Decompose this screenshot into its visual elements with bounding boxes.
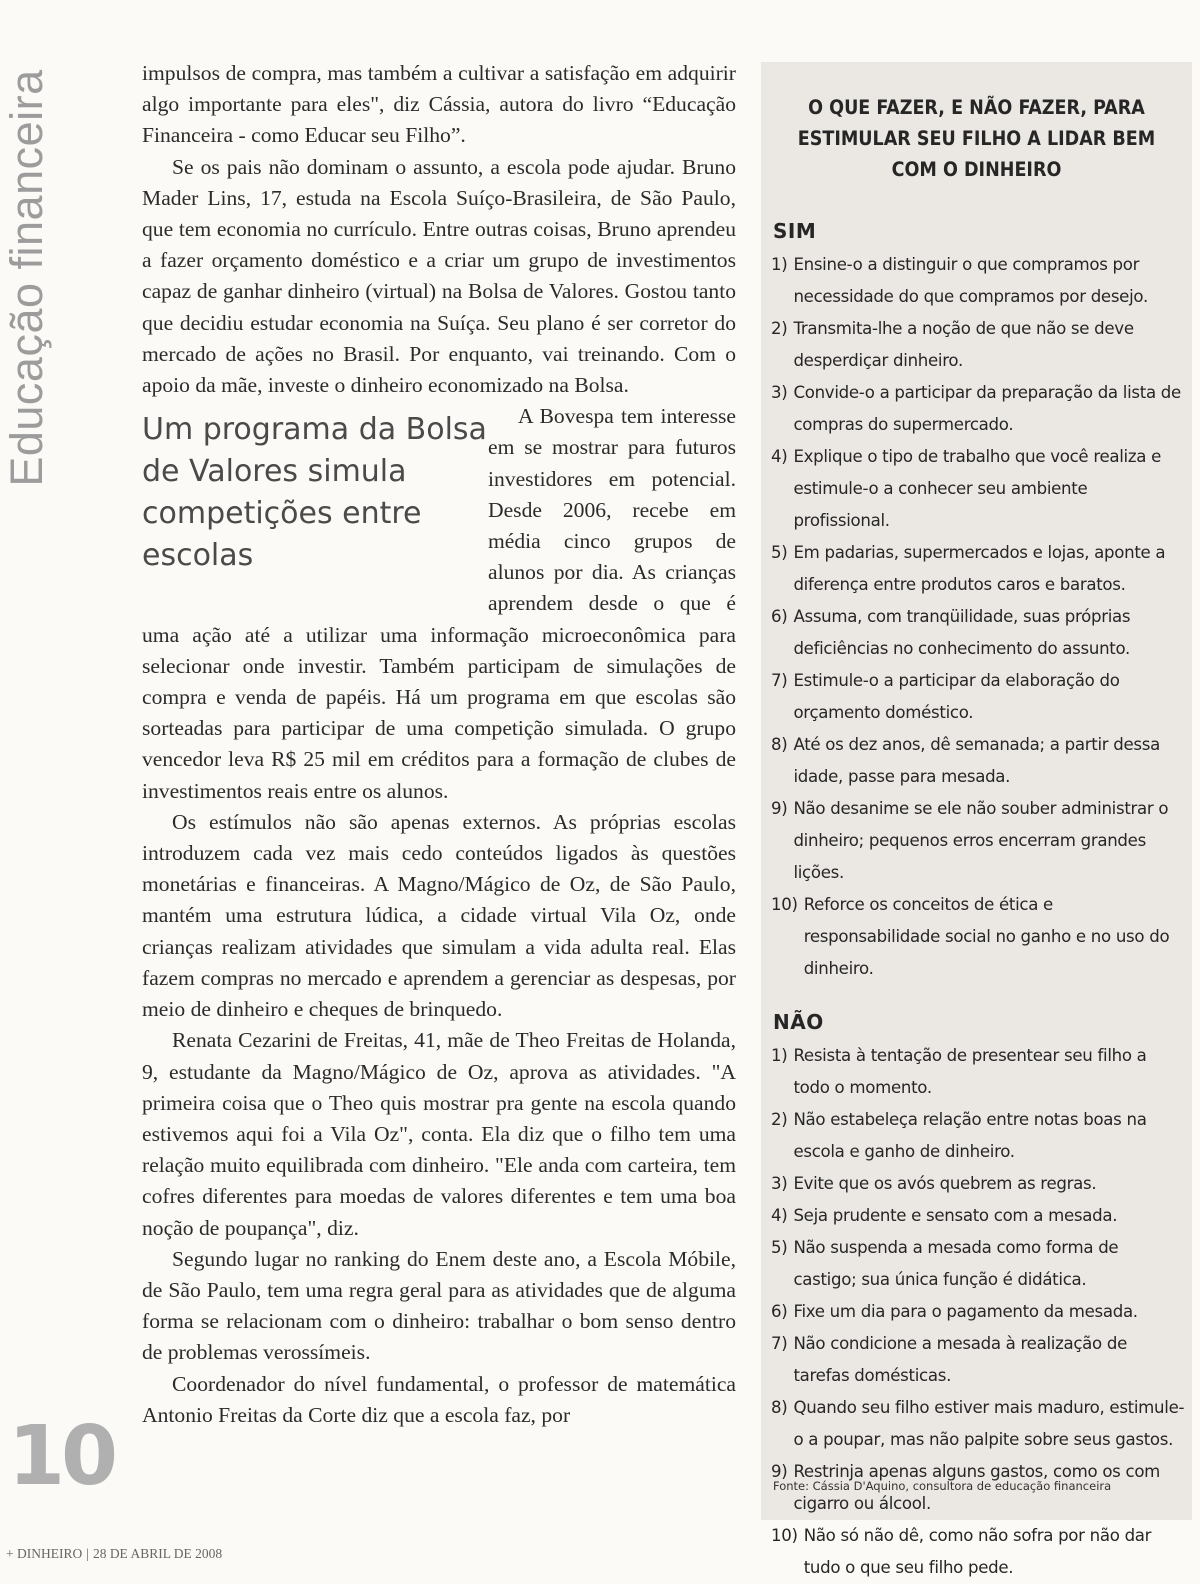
list-item-text: Fixe um dia para o pagamento da mesada. [793,1302,1138,1321]
list-item-text: Não estabeleça relação entre notas boas na escola e ganho de dinheiro. [793,1110,1147,1161]
paragraph: Renata Cezarini de Freitas, 41, mãe de Theo Freitas de Holanda, 9, estudante da Magno/Mágico de Oz, aprova as atividades. "A primeira coisa que o Theo quis mostrar pra gente na escola quando estivemos aqui foi a Vila Oz", conta. Ela diz que o filho tem uma relação muito equilibrada com dinheiro. "Ele anda com carteira, tem cofres diferentes para moedas de valores diferentes e tem uma boa noção de poupança", diz. [142,1028,736,1240]
section-title-text: Educação financeira [1,69,52,487]
list-item [771,665,1186,729]
list-item [771,1104,1186,1168]
list-item-number: 3) [771,1174,788,1193]
sim-heading: SIM [773,219,817,243]
sim-list [761,249,1192,985]
list-item-number: 4) [771,1206,788,1225]
list-item [771,1392,1186,1456]
sidebar-source: Fonte: Cássia D'Aquino, consultora de educação financeira [773,1479,1112,1493]
list-item [771,1232,1186,1296]
list-item-text: Quando seu filho estiver mais maduro, estimule-o a poupar, mas não palpite sobre seus gastos. [793,1398,1185,1449]
list-item [771,377,1186,441]
list-item-text: Assuma, com tranqüilidade, suas próprias deficiências no conhecimento do assunto. [793,607,1131,658]
list-item-text: Não suspenda a mesada como forma de castigo; sua única função é didática. [793,1238,1119,1289]
page-footer [6,1546,222,1562]
footer-brand: + DINHEIRO [6,1546,83,1561]
list-item-text: Não condicione a mesada à realização de tarefas domésticas. [793,1334,1128,1385]
pull-quote: Um programa da Bolsa de Valores simula competições entre escolas [142,412,487,574]
list-item-number: 1) [771,1046,788,1065]
list-item [771,1168,1186,1200]
list-item-number: 1) [771,255,788,274]
list-item-number: 5) [771,1238,788,1257]
list-item [771,441,1186,537]
list-item-number: 7) [771,1334,788,1353]
list-item-number: 5) [771,543,788,562]
paragraph: impulsos de compra, mas também a cultivar a satisfação em adquirir algo importante para eles", diz Cássia, autora do livro “Educação Financeira - como Educar seu Filho”. [142,61,736,148]
list-item-text: Evite que os avós quebrem as regras. [793,1174,1097,1193]
paragraph: Coordenador do nível fundamental, o professor de matemática Antonio Freitas da Corte diz que a escola faz, por [142,1371,736,1427]
list-item-text: Não só não dê, como não sofra por não dar tudo o que seu filho pede. [803,1526,1152,1577]
paragraph: Segundo lugar no ranking do Enem deste ano, a Escola Móbile, de São Paulo, tem uma regra geral para as atividades que de alguma forma se relacionam com o dinheiro: trabalhar o bom senso dentro de problemas verossímeis. [142,1246,736,1365]
tips-sidebar [761,62,1192,1577]
list-item-text: Até os dez anos, dê semanada; a partir dessa idade, passe para mesada. [793,735,1160,786]
sidebar-title: O QUE FAZER, E NÃO FAZER, PARA ESTIMULAR SEU FILHO A LIDAR BEM COM O DINHEIRO [797,96,1156,181]
list-item-text: Explique o tipo de trabalho que você realiza e estimule-o a conhecer seu ambiente profissional. [793,447,1162,530]
list-item [771,537,1186,601]
list-item [771,1296,1186,1328]
list-item-text: Reforce os conceitos de ética e responsabilidade social no ganho e no uso do dinheiro. [803,895,1170,978]
list-item-number: 9) [771,799,788,818]
list-item [771,889,1186,985]
list-item-number: 8) [771,735,788,754]
list-item-text: Estimule-o a participar da elaboração do orçamento doméstico. [793,671,1120,722]
paragraph: A Bovespa tem interesse em se mostrar para futuros investidores em potencial. Desde 2006, recebe em média cinco grupos de alunos por dia. As crianças aprendem desde o que é uma ação até a utilizar uma informação microeconômica para selecionar onde investir. Também participam de simulações de compra e venda de papéis. Há um programa em que escolas são sorteadas para participar de uma competição simulada. O grupo vencedor leva R$ 25 mil em créditos para a formação de clubes de investimentos reais entre os alunos. [142,404,736,803]
list-item [771,793,1186,889]
paragraph: Se os pais não dominam o assunto, a escola pode ajudar. Bruno Mader Lins, 17, estuda na Escola Suíço-Brasileira, de São Paulo, que tem economia no currículo. Entre outras coisas, Bruno aprendeu a fazer orçamento doméstico e a criar um grupo de investimentos capaz de ganhar dinheiro (virtual) na Bolsa de Valores. Gostou tanto que decidiu estudar economia na Suíça. Seu plano é ser corretor do mercado de ações no Brasil. Por enquanto, vai treinando. Com o apoio da mãe, investe o dinheiro economizado na Bolsa. [142,154,736,398]
list-item-text: Transmita-lhe a noção de que não se deve desperdiçar dinheiro. [793,319,1134,370]
list-item-number: 4) [771,447,788,466]
list-item-number: 10) [771,1526,798,1545]
list-item [771,1328,1186,1392]
paragraph: Os estímulos não são apenas externos. As próprias escolas introduzem cada vez mais cedo conteúdos ligados às questões monetárias e financeiras. A Magno/Mágico de Oz, de São Paulo, mantém uma estrutura lúdica, a cidade virtual Vila Oz, onde crianças realizam atividades que simulam a vida adulta real. Elas fazem compras no mercado e aprendem a gerenciar as despesas, por meio de dinheiro e cheques de brinquedo. [142,809,736,1022]
list-item [771,729,1186,793]
list-item-text: Seja prudente e sensato com a mesada. [793,1206,1118,1225]
list-item-number: 10) [771,895,798,914]
section-title [1,60,52,496]
nao-list [761,1040,1192,1584]
list-item-number: 6) [771,607,788,626]
page-number: 10 [8,1409,115,1504]
list-item-number: 3) [771,383,788,402]
list-item-number: 7) [771,671,788,690]
list-item-text: Não desanime se ele não souber administrar o dinheiro; pequenos erros encerram grandes lições. [793,799,1169,882]
list-item-number: 2) [771,1110,788,1129]
list-item-number: 2) [771,319,788,338]
list-item-text: Restrinja apenas alguns gastos, como os com cigarro ou álcool. [793,1462,1161,1513]
list-item-number: 6) [771,1302,788,1321]
list-item [771,249,1186,313]
list-item [771,1520,1186,1584]
nao-heading: NÃO [773,1010,824,1034]
list-item [771,601,1186,665]
list-item [771,1200,1186,1232]
list-item-text: Ensine-o a distinguir o que compramos por necessidade do que compramos por desejo. [793,255,1148,306]
list-item-text: Em padarias, supermercados e lojas, aponte a diferença entre produtos caros e baratos. [793,543,1166,594]
footer-separator: | [86,1546,89,1561]
article-body [142,58,736,1431]
list-item [771,313,1186,377]
list-item-text: Convide-o a participar da preparação da lista de compras do supermercado. [793,383,1181,434]
list-item-number: 8) [771,1398,788,1417]
list-item [771,1040,1186,1104]
footer-date: 28 DE ABRIL DE 2008 [92,1546,223,1561]
list-item-text: Resista à tentação de presentear seu filho a todo o momento. [793,1046,1147,1097]
list-item-number: 9) [771,1462,788,1481]
